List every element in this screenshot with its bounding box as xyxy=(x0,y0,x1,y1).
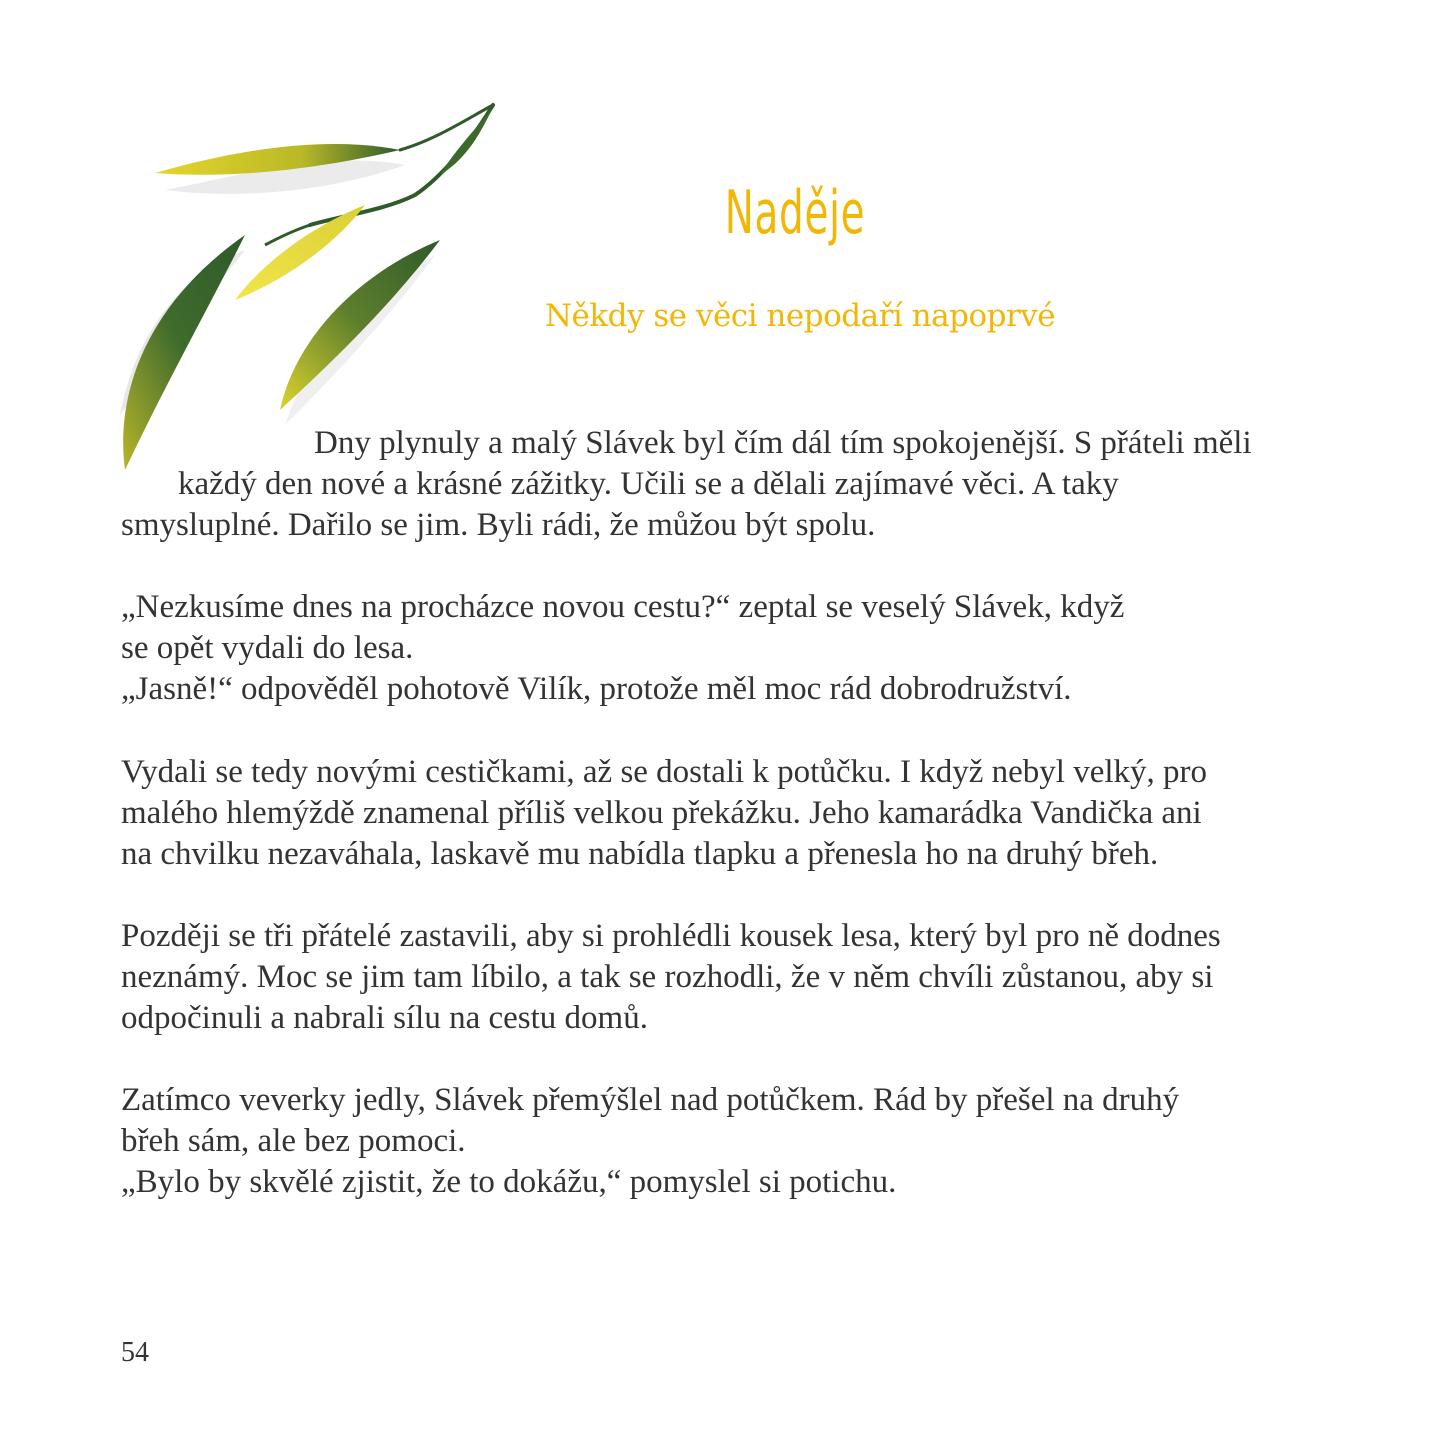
paragraph-line: „Nezkusíme dnes na procházce novou cestu?“ zeptal se veselý Slávek, když xyxy=(121,589,1125,625)
paragraph-line: smysluplné. Dařilo se jim. Byli rádi, že můžou být spolu. xyxy=(121,507,876,543)
paragraph-line: Zatímco veverky jedly, Slávek přemýšlel nad potůčkem. Rád by přešel na druhý xyxy=(121,1082,1180,1118)
paragraph-line: Později se tři přátelé zastavili, aby si prohlédli kousek lesa, který byl pro ně dodnes xyxy=(121,918,1221,954)
paragraph-3 xyxy=(121,752,1336,875)
paragraph-1 xyxy=(121,423,1336,546)
paragraph-line: „Jasně!“ odpověděl pohotově Vilík, protože měl moc rád dobrodružství. xyxy=(121,671,1072,707)
paragraph-line: Vydali se tedy novými cestičkami, až se dostali k potůčku. I když nebyl velký, pro xyxy=(121,754,1208,790)
paragraph-line: neznámý. Moc se jim tam líbilo, a tak se rozhodli, že v něm chvíli zůstanou, aby si xyxy=(121,959,1214,995)
paragraph-line: odpočinuli a nabrali sílu na cestu domů. xyxy=(121,1000,648,1036)
paragraph-line: Dny plynuly a malý Slávek byl čím dál tím spokojenější. S přáteli měli xyxy=(314,425,1252,461)
paragraph-line: se opět vydali do lesa. xyxy=(121,630,414,666)
paragraph-5 xyxy=(121,1080,1336,1203)
paragraph-2 xyxy=(121,587,1336,710)
paragraph-4 xyxy=(121,916,1336,1039)
paragraph-line: břeh sám, ale bez pomoci. xyxy=(121,1123,466,1159)
page-title: Naděje xyxy=(724,178,866,248)
paragraph-line: na chvilku nezaváhala, laskavě mu nabídla tlapku a přenesla ho na druhý břeh. xyxy=(121,836,1159,872)
page-subtitle: Někdy se věci nepodaří napoprvé xyxy=(544,298,1056,334)
paragraph-line: „Bylo by skvělé zjistit, že to dokážu,“ pomyslel si potichu. xyxy=(121,1164,897,1200)
paragraph-line: malého hlemýždě znamenal příliš velkou překážku. Jeho kamarádka Vandička ani xyxy=(121,795,1202,831)
page-number: 54 xyxy=(121,1337,149,1368)
paragraph-line: každý den nové a krásné zážitky. Učili se a dělali zajímavé věci. A taky xyxy=(178,466,1119,502)
